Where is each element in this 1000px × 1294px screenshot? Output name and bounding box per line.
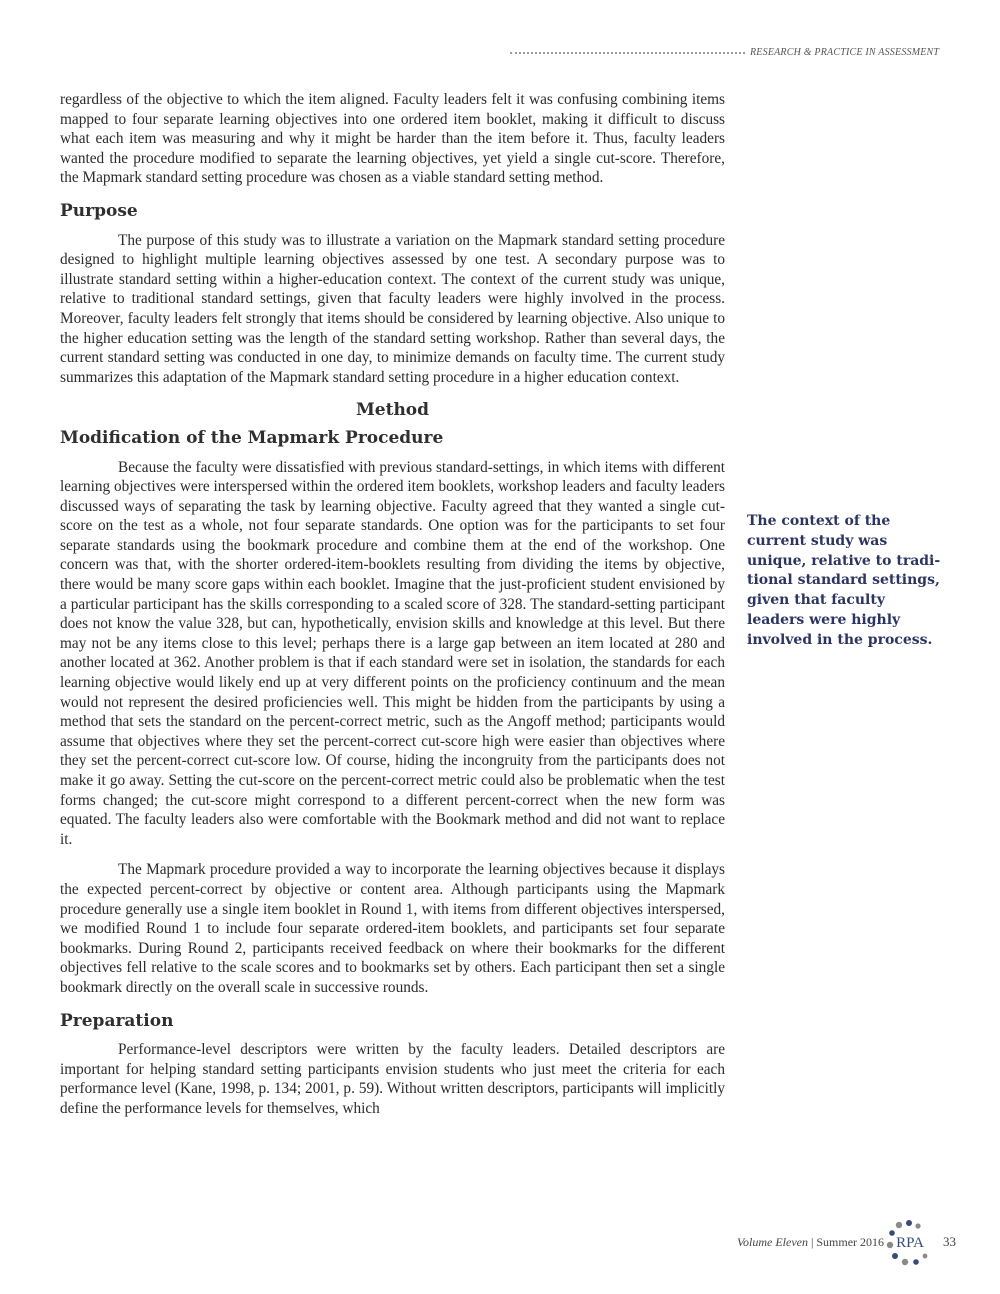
- footer-issue: [737, 1235, 884, 1250]
- main-column: [60, 90, 725, 1119]
- heading-method: Method: [355, 400, 430, 421]
- footer-volume: Volume Eleven: [737, 1235, 808, 1249]
- paragraph-purpose: The purpose of this study was to illustrate a variation on the Mapmark standard setting procedure designed to highlight multiple learning objectives assessed by one test. A secondary purpose was to illustrate standard setting within a higher-education context. The context of the current study was unique, relative to traditional standard settings, given that faculty leaders were highly involved in the process. Moreover, faculty leaders felt strongly that items should be considered by learning objective. Also unique to the higher education setting was the length of the standard setting workshop. Rather than several days, the current standard setting was conducted in one day, to minimize demands on faculty time. The current study summarizes this adaptation of the Mapmark standard setting procedure in a higher education context.: [60, 231, 725, 386]
- heading-modification: Modification of the Mapmark Procedure: [60, 427, 444, 448]
- paragraph-modification-1: Because the faculty were dissatisfied with previous standard-settings, in which items with different learning objectives were interspersed within the ordered item booklets, workshop leaders and faculty leaders discussed ways of separating the task by learning objective. Faculty agreed that they wanted a single cut-score on the test as a whole, not four separate standards. One option was for the participants to set four separate standards using the bookmark procedure and combine them at the end of the workshop. One concern was that, with the shorter ordered-item-booklets resulting from dividing the items by objective, there would be many score gaps within each booklet. Imagine that the just-proficient student envisioned by a particular participant has the skills corresponding to a scaled score of 328. The standard-setting participant does not know the value 328, but can, hypothetically, envision skills and knowledge at this level. But there may not be any items close to this level; perhaps there is a large gap between an item located at 280 and another located at 362. Another problem is that if each standard were set in isolation, the standards for each learning objective would likely end up at very different points on the proficiency continuum and the mean would not represent the desired proficiencies well. This might be hidden from the participants by using a method that sets the standard on the percent-correct metric, such as the Angoff method; participants would assume that objectives where they set the percent-correct cut-score high were easier than objectives where they set the percent-correct cut-score low. Of course, hiding the incongruity from the participants does not make it go away. Setting the cut-score on the percent-correct metric could also be problematic when the test forms changed; the cut-score might correspond to a different percent-correct when the new form was equated. The faculty leaders also were comfortable with the Bookmark method and did not want to replace it.: [60, 458, 725, 848]
- footer-season: Summer 2016: [816, 1235, 885, 1249]
- footer-separator: |: [807, 1235, 817, 1249]
- heading-purpose: Purpose: [60, 200, 138, 221]
- logo-text: RPA: [896, 1235, 924, 1251]
- heading-preparation: Preparation: [60, 1010, 174, 1031]
- page-number: 33: [943, 1234, 956, 1249]
- header-dotted-rule: [510, 52, 745, 54]
- paragraph-modification-2: The Mapmark procedure provided a way to incorporate the learning objectives because it displays the expected percent-correct by objective or content area. Although participants using the Mapmark procedure generally use a single item booklet in Round 1, with items from different objectives interspersed, we modified Round 1 to include four separate ordered-item booklets, and participants set four separate bookmarks. During Round 2, participants received feedback on where their bookmarks for the different objectives fell relative to the scale scores and to bookmarks set by others. Each participant then set a single bookmark directly on the overall scale in successive rounds.: [60, 861, 725, 996]
- rpa-logo-icon: [885, 1219, 933, 1267]
- pull-quote: The context of the current study was unique, relative to tradi-tional standard settings, given that faculty leaders were highly involved in the process.: [747, 513, 941, 648]
- paragraph-intro: regardless of the objective to which the item aligned. Faculty leaders felt it was confusing combining items mapped to four separate learning objectives into one ordered item booklet, making it difficult to discuss what each item was measuring and why it might be harder than the item before it. Thus, faculty leaders wanted the procedure modified to separate the learning objectives, yet yield a single cut-score. Therefore, the Mapmark standard setting procedure was chosen as a viable standard setting method.: [60, 91, 725, 187]
- paragraph-preparation: Performance-level descriptors were written by the faculty leaders. Detailed descriptors are important for helping standard setting participants envision students who just meet the criteria for each performance level (Kane, 1998, p. 134; 2001, p. 59). Without written descriptors, participants will implicitly define the performance levels for themselves, which: [60, 1041, 725, 1117]
- running-header: RESEARCH & PRACTICE IN ASSESSMENT: [750, 47, 940, 58]
